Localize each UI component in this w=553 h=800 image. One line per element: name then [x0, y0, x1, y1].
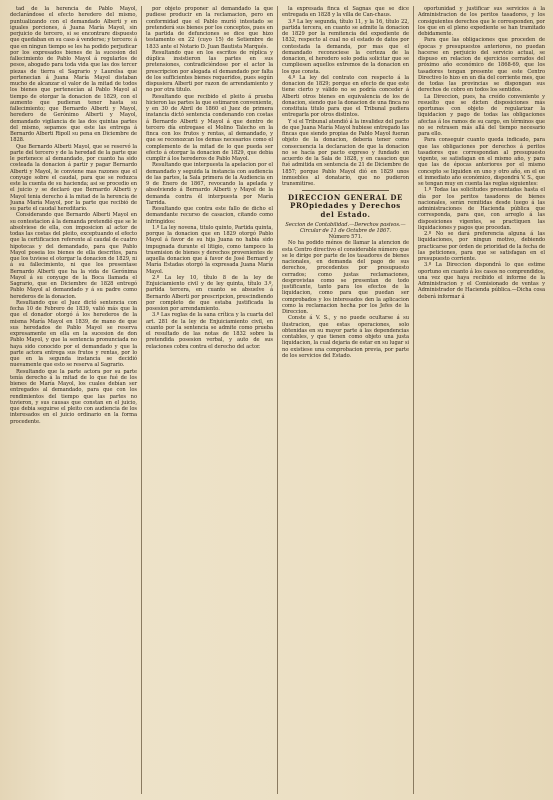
paragraph: 3.º Las reglas de la sana crítica y la cuarta del art. 281 de la ley de Enjuiciamiento civil, en cuanto por la sentencia se admite como prueba el resultado de las notas de 1832 sobre la pretendida posesion verbal, y auto de sus relaciones cobra contra el derecho del actor.: [146, 312, 273, 350]
paragraph: Conste á V. S., y no puede ocultarse á su ilustracion, que estas operaciones, solo obtenidas en su mayor parte á las dependencias contables, y que tienen como objeto una justa liquidacion, la cual dejaria de estar en su lugar si no existiese una comprobacion previa, por parte de los servicios del Estado.: [282, 315, 409, 359]
paragraph: 2.º No se dará preferencia alguna á las liquidaciones, por ningun motivo, debiendo practicarse por órden de prioridad de la fecha de las peticiones, para que se satisfagan en el presupuesto corriente.: [418, 231, 545, 262]
paragraph: Resultando que interpuesta la apelacion por el demandado y seguida la instancia con audiencia de las partes, la Sala primera de la Audiencia en 9 de Enero de 1867, revocando la apelada y absolviendo á Bernardo Alberti y Mayol de la demanda contra él interpuesta por María Tarrida.: [146, 162, 273, 206]
paragraph: 2.º La ley 10, título 8 de la ley de Enjuiciamiento civil y de ley quinta, título 3.º, partida tercera, en cuanto se absuelve á Bernardo Alberti por prescripcion, prescindiendo por completo de que estaba justificada la posesion por arrendamiento.: [146, 274, 273, 312]
paragraph: Resultando que en los escritos de réplica y dúplica insistieron las partes en sus pretensiones, contradiciéndose por el actor la prescripcion por alegada el demandado por falta de los sufficientes bienes requeridos, pues según dispusiera Alberti por razon de arrendamiento y no por otra titulo.: [146, 49, 273, 94]
column-2: [146, 6, 278, 794]
text-columns: [10, 6, 545, 794]
paragraph: Que Bernardo Alberti Mayol, que se reservó la parte del tercero y de la heredad de la parte que le pertenece al demandado, por cuanto ha sido costeada la donacion á partir y pagar Bernardo Alberti y Mayol, le conviene mas razones que el conyuge sobre el caudal, para que se reduzca este la cuenta de su hacienda; asi se procedio en el juicio y se declaró que Bernardo Alberti y Mayol tenia derecho á la mitad de la herencia de Juana María Mayol, por la parte que recibió de su parte el caudal hereditario.: [10, 143, 137, 212]
circular-number: Número 571.: [328, 234, 363, 241]
paragraph: 3.º La Direccion dispondrá lo que estime oportuno en cuanto á los casos no comprendidos, una vez que haya recibido el informe de la Administracion y el Comisionado de ventas y Administrador de Hacienda pública.—Dicha cosa deberá informar á: [418, 262, 545, 300]
paragraph: Considerando que Bernardo Alberti Mayol en su contestacion á la demanda pretendió que se le absolviese de ella, con imposicion al actor de todas las costas del pleito, exceptuando el efecto que la certificacion referente al caudal de cuatro hipotecas y del demandado, para que Pablo Mayol poseia los bienes de ella descritos, para que los tuviese el otorgar la donacion de 1829, ni á su fallecimiento, ni que los presentase Bernardo Alberti que ha la vida de Gerónima Mayol á su conyuge de la Boca llamada el Sagrario, que en Diciembre de 1828 entregó Pablo Mayol al demandado y á su padre como herederos de la donacion.: [10, 212, 137, 300]
column-1: [10, 6, 142, 794]
paragraph: 1.º Todas las solicitudes presentadas hasta el día por los peritos tasadores de bienes nacionales, serán remitidas desde luego á las administraciones de Hacienda pública que corresponda, para que, con arreglo á las disposiciones vigentes, se practiquen las liquidaciones y pagos que procedan.: [418, 187, 545, 231]
section-subheading: Seccion de Contabilidad.—Derechos pasivos.—Circular de 11 de Octubre de 1867.: [285, 221, 406, 234]
paragraph: la expresada finca el Sagnas que se dice entregada en 1828 y la villa de Can-chaus.: [282, 6, 409, 19]
paragraph: Resultando que el Juez dictó sentencia con fecha 10 de Febrero de 1839, valió más que la que el donador otorgó á los herederos de la misma María Mayol en 1839, de mano de que sus heredados de Pablo Mayol se reserva expresamente en ella en la sucesion de don Pablo Mayol, y que la sentencia pronunciada no haya sido conocido por el demandado y que la parte actora entrega sus frutos y rentas, por lo que en la segunda instancia se decidió nuevamente que esto se reserva al Sagrario.: [10, 299, 137, 369]
paragraph: La Direccion, pues, ha creído conveniente y resuelto que se dicten disposiciones más oportunas con objeto de regularizar la liquidacion y pago de todas las obligaciones afectas á los ramos de su cargo, en términos que no se retrasen más allá del tiempo necesario para ello.: [418, 93, 545, 137]
paragraph: Para que las obligaciones que proceden de épocas y presupuestos anteriores, no puedan hacerse en perjuicio del servicio actual, se dispuso en relacion de ejercicios cerrados del próximo año económico de 1868-69, que los tasadores tengan presente que este Centro Directivo lo hizo en un día del corriente mes, que de todas las provincias se dispongan sus derechos de cobro en todos los sentidos.: [418, 37, 545, 94]
paragraph: 1.º La ley novena, titulo quinto, Partida quinta, porque la donacion que en 1829 otorgó Pablo Mayol á favor de su hija Juana no habia sido impugnada durante el litigio, como tampoco la trasmision de bienes y derechos provenientes de aquella donacion que á favor de José Bernard y María Estadas otorgó la expresada Juana María Mayol.: [146, 224, 273, 275]
paragraph: Para conseguir cuanto queda indicado, para que las obligaciones por derechos á peritos tasadores que correspondan al presupuesto vigente, se satisfagan en el mismo año, y para que las de épocas anteriores por el mismo concepto se liquiden en uno y otro año, en el en el inmediato año económico, dispondrá V. S., que se tengan muy en cuenta las reglas siguientes:: [418, 137, 545, 187]
paragraph: por objeto proponer al demandado la que pudiese producir en la reclamacion, pero en conformidad que el Pablo murió intestado se pretenderá sus bienes por los conceptos, pues en la partida de defunciones se dice que hizo testamento en 22 (cuyo 15) de Setiembre de 1833 ante el Notario D. Juan Bautista Marqués.: [146, 6, 273, 50]
paragraph: tad de la herencia de Pablo Mayol, declarándose el efecto heredero del mismo, puntualizando con el demandado Alberti y en iguales porciones, á Juana María Mayol, sin perjuicio de tercero, si se encontrare dispuesto que quedaban en su caso á venderse; y tercero: á que en ningun tiempo se les ha podido perjudicar por los expresados bienes de la sucesion del fallecimiento de Pablo Mayol á regularlos de pesos, abogado para toda vida que las dos tercer piezas de tierra el Sagrario y Laurelsa que pertenecian á Juana María Mayol distaban mucho de alcanzar el valor de la mitad de todos los bienes que pertenecían al Pablo Mayol al tiempo de otorgar la donacion de 1829, con el aumento que pudieran tener hasta su fallecimiento; que Bernardo Alberti y Mayol, heredero de Gerónimo Alberti y Mayol, demandado vigilancia de las dos quintas partes del mismo, sepamos que este las entrega á Bernardo Alberti Ripoll su pena en Diciembre de 1828.: [10, 6, 137, 144]
paragraph: Y si el Tribunal atendió á la invalidez del pacto de que Juana María Mayol hubiese entregado las fincas que siendo propias de Pablo Mayol fueran objeto de la donacion, deberia tener como consecuencia la declaracion de que la donacion no se hacía por pacto expreso y fundado en acuerdo de la Sala de 1828, y en casacion que fué admitida en sentencia de 21 de Diciembre de 1857; porque Pablo Mayol dió en 1829 unos inmuebles al donatario, que no pudieron transmitirse.: [282, 118, 409, 187]
paragraph: 3.º La ley segunda, título 11, y la 16, título 22, partida tercera, en cuanto se admite la donacion de 1829 por la remitencia del expediente de 1832, respecto al cual no el estado de datos por contestada la demanda, por mas que el demandado reconociese la certeza de la donacion, el heredero solo podia solicitar que se cumpliesen aquellos extremos de la donacion en los que consta.: [282, 18, 409, 75]
paragraph: Resultando que la parte actora por su parte tenía derecho á la mitad de lo que fué de los bienes de María Mayol, los cuales debían ser entregados al demandado, para que con los rendimientos del tiempo que las partes no tuvieron, y sus causas que constan en el juicio, que debia seguirse el pleito con audiencia de los interesados en el juicio ordinario en la forma procedente.: [10, 368, 137, 425]
column-3: [282, 6, 414, 794]
paragraph: No ha podido ménos de llamar la atencion de esta Centro directivo el considerable número que se le dirige por parte de los tasadores de bienes nacionales, en demanda del pago de sus derechos, procedentes por presupuesto cerrados; como justas reclamaciones, desprovistas como se presentan de todo justificante, tanto para los efectos de la liquidacion, como para que puedan ser comprobados y los interesados den la aplicacion como la reclamacion hecha por los Jefes de la Direccion.: [282, 240, 409, 316]
column-4: [418, 6, 545, 794]
section-heading: DIRECCION GENERAL DE PROpiedades y Derechos del Estado.: [288, 192, 403, 220]
section-divider: [302, 190, 389, 191]
paragraph: Resultando que contra este fallo de dicho el demandante recurso de casacion, citando como infringidos:: [146, 206, 273, 225]
paragraph: 4.º La ley del contrato con respecto á la donacion de 1829; porque en efecto de que este tiene cierto y válido no se podría conceder á Alberti otros bienes en equivalencia de los de donacion, siendo que la donacion de una finca no constituia titulo para que el Tribunal pudiera entregarla por otros distintos.: [282, 74, 409, 119]
paragraph: Resultando que recibido el pleito á prueba hicieron las partes la que estimaron conveniente, y en 30 de Abril de 1860 el Juez de primera instancia dictó sentencia condenando con costas á Bernardo Alberti y Mayol á que dentro de tercero día entregase el Molino Talecho en la finca con los frutos y rentas, al demandado, y que se reconozcan los demas necesarios como el complemento de la mitad de lo que pueda ser efecto á otorgar la donacion de 1829, que debia cumplir á los herederos de Pablo Mayol.: [146, 93, 273, 162]
paragraph: oportunidad y justificar sus servicios á la Administracion de los peritos tasadores, y los consiguientes derechos que le corresponden, por los que en el pleno expediente se han tramitado debidamente.: [418, 6, 545, 37]
